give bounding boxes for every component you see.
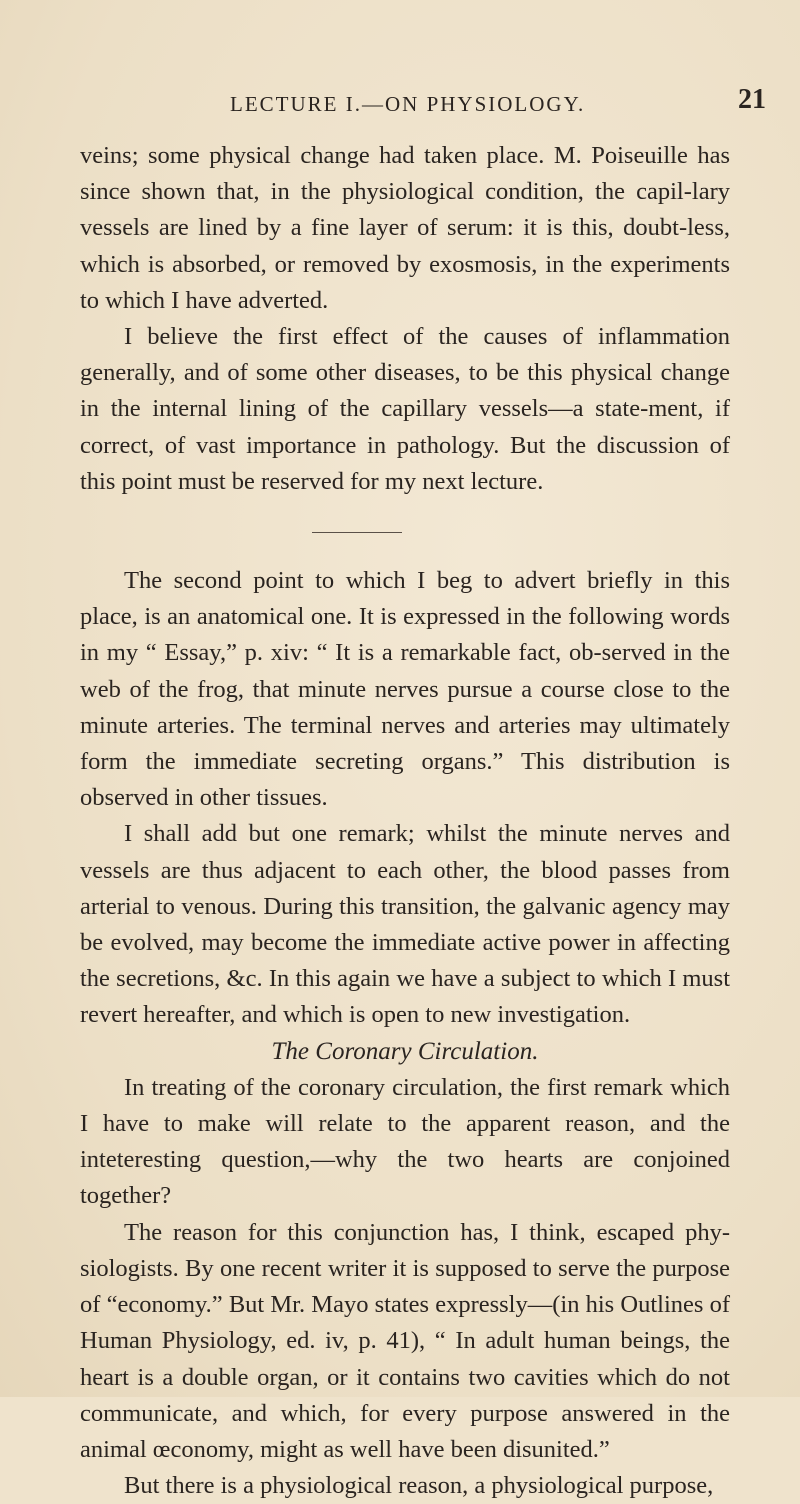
paragraph: But there is a physiological reason, a physiological purpose, — [124, 1472, 714, 1500]
paragraph: In treating of the coronary circulation, the first remark which I have to make will relate to the apparent reason, and the inteteresting question,—why the two hearts are conjoined together? — [80, 1073, 730, 1210]
section-heading: The Coronary Circulation. — [271, 1037, 539, 1065]
paragraph: I believe the first effect of the causes of inflammation generally, and of some other diseases, to be this physical change in the internal lining of the capillary vessels—a state-ment, if correct, of vast importance in pathology. But the discussion of this point must be reserved for my next lecture. — [80, 323, 730, 495]
page-body — [80, 138, 730, 1504]
paragraph: The reason for this conjunction has, I think, escaped phy-siologists. By one recent writer it is supposed to serve the purpose of “economy.” But Mr. Mayo states expressly—(in his Outlines of Human Physiology, ed. iv, p. 41), “ In adult human beings, the heart is a double organ, or it contains two cavities which do not communicate, and which, for every purpose answered in the animal œconomy, might as well have been disunited.” — [80, 1218, 730, 1463]
paragraph: The second point to which I beg to advert briefly in this place, is an anatomical one. It is expressed in the following words in my “ Essay,” p. xiv: “ It is a remarkable fact, ob-served in the web of the frog, that minute nerves pursue a course close to the minute arteries. The terminal nerves and arteries may ultimately form the immediate secreting organs.” This distribution is observed in other tissues. — [80, 567, 730, 812]
page-number: 21 — [738, 84, 766, 115]
paragraph: I shall add but one remark; whilst the minute nerves and vessels are thus adjacent to each other, the blood passes from arterial to venous. During this transition, the galvanic agency may be evolved, may become the immediate active power in affecting the secretions, &c. In this again we have a subject to which I must revert hereafter, and which is open to new investigation. — [80, 820, 730, 1029]
running-header: LECTURE I.—ON PHYSIOLOGY. — [230, 92, 586, 116]
paragraph: veins; some physical change had taken place. M. Poiseuille has since shown that, in the physiological condition, the capil-lary vessels are lined by a fine layer of serum: it is this, doubt-less, which is absorbed, or removed by exosmosis, in the experiments to which I have adverted. — [80, 142, 730, 314]
section-divider — [312, 532, 402, 533]
